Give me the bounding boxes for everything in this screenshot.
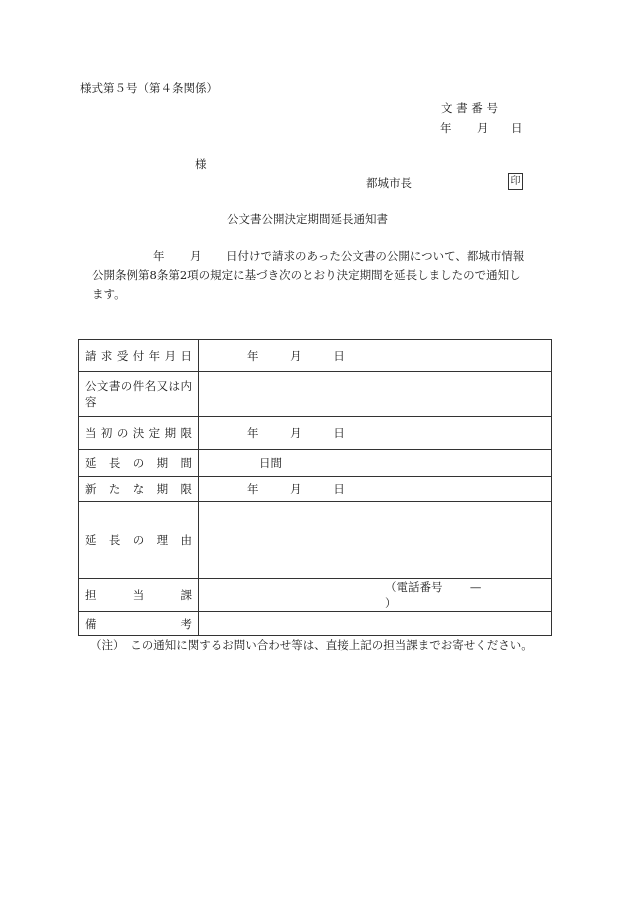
form-number: 様式第５号（第４条関係） bbox=[80, 81, 218, 95]
footnote: （注） この通知に関するお問い合わせ等は、直接上記の担当課までお寄せください。 bbox=[90, 638, 533, 652]
request-month: 月 bbox=[290, 348, 302, 363]
body-line2: 公開条例第8条第2項の規定に基づき次のとおり決定期間を延長しましたので通知し bbox=[92, 268, 521, 282]
table-row bbox=[79, 417, 552, 450]
table-row bbox=[79, 477, 552, 502]
body-line1: 日付けで請求のあった公文書の公開について、都城市情報 bbox=[226, 249, 525, 263]
subject-value bbox=[199, 372, 552, 417]
original-day: 日 bbox=[333, 426, 345, 440]
phone-close: ） bbox=[385, 596, 397, 610]
addressee-sama: 様 bbox=[195, 157, 207, 171]
row-label-remarks: 備考 bbox=[85, 616, 192, 631]
new-day: 日 bbox=[333, 482, 345, 496]
notice-table bbox=[78, 339, 552, 636]
new-month: 月 bbox=[290, 482, 302, 496]
seal-stamp: 印 bbox=[508, 173, 523, 190]
sender-mayor: 都城市長 bbox=[366, 176, 412, 190]
row-label-department: 担当課 bbox=[85, 588, 192, 602]
original-year: 年 bbox=[247, 426, 259, 440]
doc-date-month: 月 bbox=[477, 121, 489, 135]
original-month: 月 bbox=[290, 426, 302, 440]
body-month: 月 bbox=[190, 249, 202, 263]
row-label-new-deadline: 新たな期限 bbox=[85, 482, 192, 496]
row-label-request-date: 請求受付年月日 bbox=[85, 348, 192, 363]
doc-number-label: 文 書 番 号 bbox=[441, 101, 498, 115]
table-row bbox=[79, 372, 552, 417]
phone-dash: — bbox=[469, 580, 482, 594]
phone-open: （電話番号 bbox=[385, 580, 443, 594]
table-row bbox=[79, 579, 552, 612]
body-line3: ます。 bbox=[92, 287, 126, 301]
page-title: 公文書公開決定期間延長通知書 bbox=[227, 212, 388, 226]
row-label-extension-period: 延長の期間 bbox=[85, 456, 192, 470]
extension-days: 日間 bbox=[259, 456, 282, 470]
doc-date-year: 年 bbox=[440, 121, 452, 135]
row-label-subject: 公文書の件名又は内容 bbox=[85, 379, 192, 409]
request-day: 日 bbox=[333, 348, 345, 363]
doc-date-day: 日 bbox=[511, 121, 523, 135]
table-row bbox=[79, 340, 552, 372]
new-year: 年 bbox=[247, 482, 259, 496]
reason-value bbox=[199, 502, 552, 579]
remarks-value bbox=[199, 612, 552, 636]
body-year: 年 bbox=[153, 249, 165, 263]
table-row bbox=[79, 502, 552, 579]
row-label-reason: 延長の理由 bbox=[85, 533, 192, 547]
table-row bbox=[79, 450, 552, 477]
table-row bbox=[79, 612, 552, 636]
request-year: 年 bbox=[247, 348, 259, 363]
row-label-original-deadline: 当初の決定期限 bbox=[85, 426, 192, 440]
